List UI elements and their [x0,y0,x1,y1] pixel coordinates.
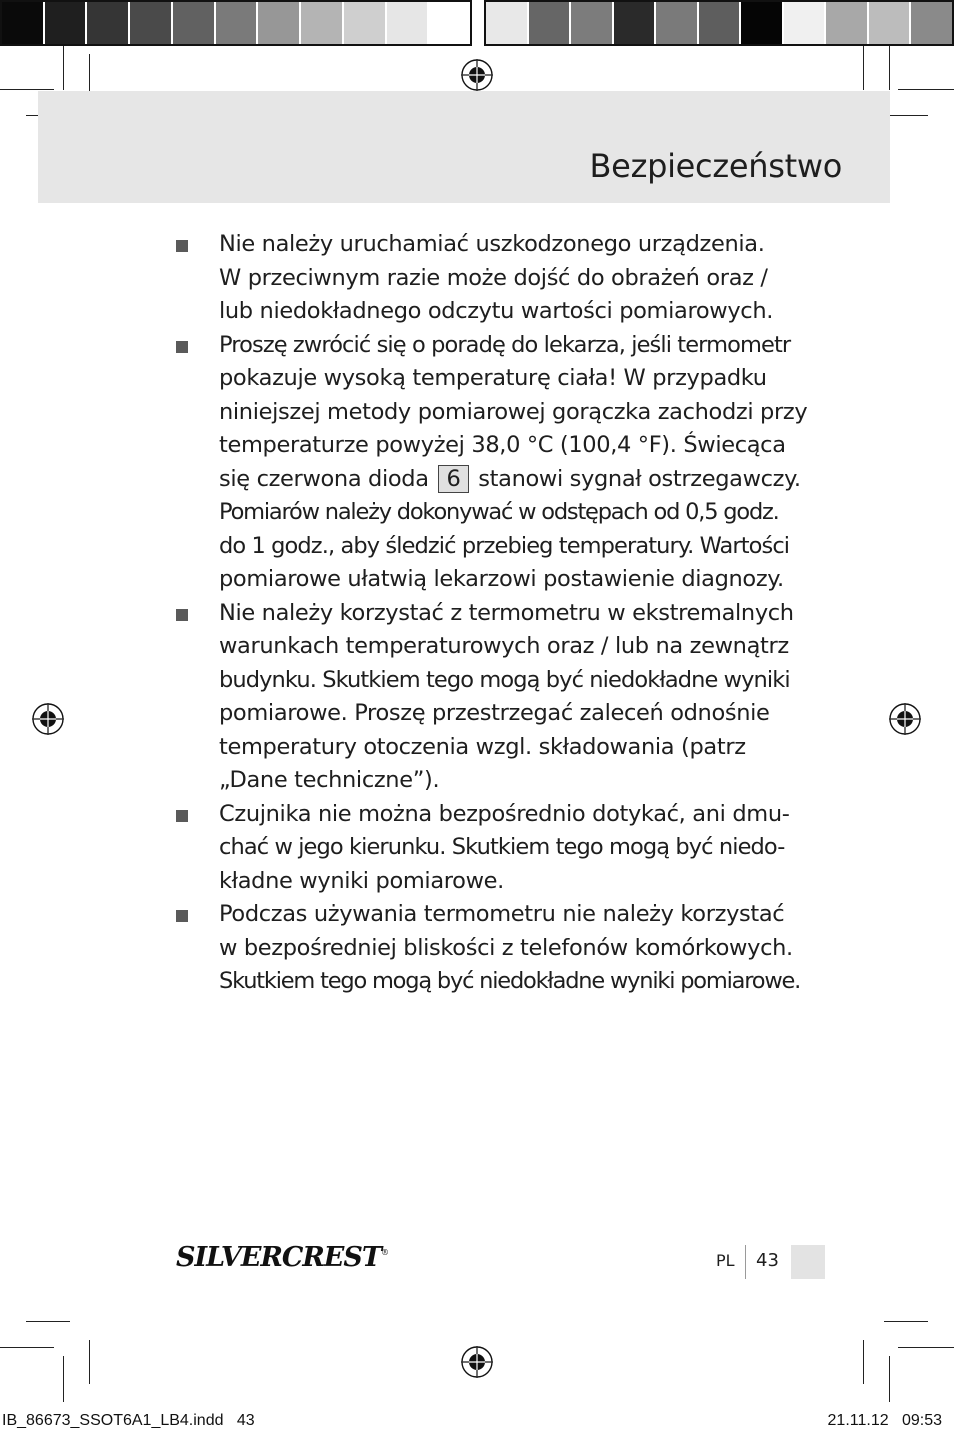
square-bullet-icon [176,810,188,822]
registration-crosshair-icon [460,1345,494,1379]
led-text-suffix: stanowi sygnał ostrzegawczy. [478,465,801,492]
list-item [176,597,794,798]
registration-crosshair-icon [31,702,65,736]
crop-mark [863,1340,864,1384]
list-item [176,898,801,999]
square-bullet-icon [176,609,188,621]
color-swatch [387,2,430,44]
crop-mark [89,1340,90,1384]
item-text-line: kładne wyniki pomiarowe. [219,867,504,894]
item-text-line: temperaturze powyżej 38,0 °C (100,4 °F). Świecąca [219,432,786,458]
safety-list [176,228,808,999]
item-text-line: pomiarowe ułatwią lekarzowi postawienie diagnozy. [219,566,784,592]
color-swatch [87,2,130,44]
color-swatch [173,2,216,44]
registered-mark: ® [380,1248,388,1257]
crop-mark [63,1356,64,1402]
crop-mark [26,1321,70,1322]
color-swatch [301,2,344,44]
registration-crosshair-icon [460,58,494,92]
language-code: PL [716,1251,735,1270]
slug-datetime: 21.11.12 09:53 [827,1412,942,1429]
square-bullet-icon [176,240,188,252]
item-text-line: Pomiarów należy dokonywać w odstępach od 0,5 godz. [219,499,779,525]
color-swatch [429,2,470,44]
color-calibration-bar-left [0,0,472,46]
item-text-line: pomiarowe. Proszę przestrzegać zaleceń odnośnie [219,700,770,726]
item-text-line: temperatury otoczenia wzgl. składowania (patrz [219,733,746,760]
item-text-line: w bezpośredniej bliskości z telefonów komórkowych. [219,934,793,961]
square-bullet-icon [176,910,188,922]
slug-filename: IB_86673_SSOT6A1_LB4.indd 43 [2,1412,255,1429]
color-swatch [2,2,45,44]
list-item [176,798,790,899]
color-swatch [130,2,173,44]
led-text-prefix: się czerwona dioda [219,465,429,492]
item-text-line: Skutkiem tego mogą być niedokładne wyniki pomiarowe. [219,968,801,994]
crop-mark [884,1321,928,1322]
crop-mark [884,115,928,116]
item-text-line: warunkach temperaturowych oraz / lub na zewnątrz [219,633,789,659]
color-swatch [911,2,952,44]
item-text-line: Proszę zwrócić się o poradę do lekarza, jeśli termometr [219,331,791,358]
item-text-line: budynku. Skutkiem tego mogą być niedokładne wyniki [219,666,790,693]
crop-mark [863,46,864,90]
list-item [176,228,786,329]
color-swatch [344,2,387,44]
item-text-line: Czujnika nie można bezpośrednio dotykać, ani dmu- [219,800,790,827]
color-swatch [216,2,259,44]
item-text-line: Nie należy uruchamiać uszkodzonego urządzenia. [219,231,765,257]
page-tab-box [791,1245,825,1279]
color-swatch [486,2,529,44]
color-swatch [869,2,912,44]
color-swatch [529,2,572,44]
item-text-line: „Dane techniczne”). [219,767,440,793]
color-swatch [741,2,784,44]
item-text-line: W przeciwnym razie może dojść do obrażeń oraz / [219,264,768,291]
item-text-line: Podczas używania termometru nie należy korzystać [219,901,785,927]
crop-mark [0,1347,54,1348]
color-swatch [656,2,699,44]
crop-mark [898,1347,954,1348]
color-swatch [571,2,614,44]
crop-mark [0,89,54,90]
color-calibration-bar-right [484,0,954,46]
color-swatch [45,2,88,44]
crop-mark [889,1356,890,1402]
registration-crosshair-icon [888,702,922,736]
color-swatch [699,2,742,44]
color-swatch [826,2,869,44]
crop-mark [63,46,64,90]
page-number-divider [745,1245,746,1279]
page-number: 43 [756,1250,779,1271]
list-item [176,329,808,597]
color-swatch [258,2,301,44]
item-text-line [219,463,801,497]
crop-mark [898,89,954,90]
color-swatch [784,2,827,44]
item-text-line: do 1 godz., aby śledzić przebieg temperatury. Wartości [219,532,790,559]
brand-name: SILVERCREST [176,1242,381,1273]
item-text-line: niniejszej metody pomiarowej gorączka zachodzi przy [219,398,808,425]
item-text-line: pokazuje wysoką temperaturę ciała! W przypadku [219,365,767,391]
color-swatch [614,2,657,44]
page-title: Bezpieczeństwo [589,147,842,185]
part-reference-badge: 6 [438,465,470,493]
brand-logo [176,1242,388,1273]
item-text-line: Nie należy korzystać z termometru w ekstremalnych [219,599,794,626]
item-text-line: chać w jego kierunku. Skutkiem tego mogą być niedo- [219,834,785,860]
item-text-line: lub niedokładnego odczytu wartości pomiarowych. [219,298,774,324]
crop-mark [889,46,890,90]
square-bullet-icon [176,341,188,353]
